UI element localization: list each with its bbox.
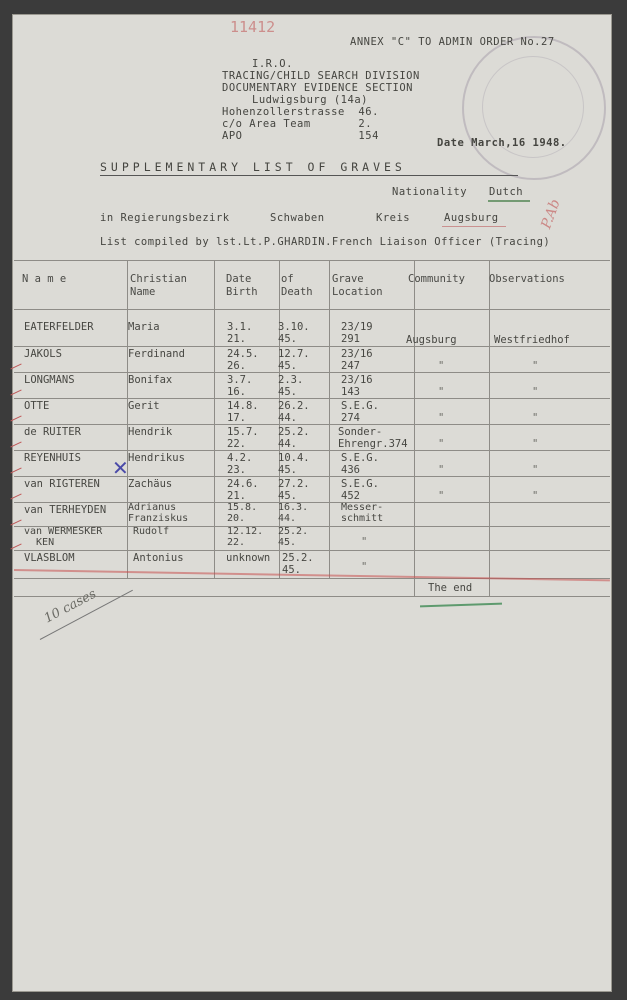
kreis-underline: [442, 226, 506, 227]
red-tick: [10, 364, 21, 370]
the-end-note: The end: [428, 582, 473, 594]
cell-name: REYENHUIS: [24, 452, 81, 464]
cell-grave: 23/16 247: [341, 348, 373, 372]
nationality-label: Nationality: [392, 186, 468, 198]
table-rule: [14, 596, 610, 597]
cell-christian-name: Gerit: [128, 400, 160, 412]
cell-birth: 14.8. 17.: [227, 400, 259, 424]
cell-name: van WERMESKER KEN: [24, 526, 103, 548]
cell-birth: 12.12. 22.: [227, 526, 264, 548]
cell-community: ": [438, 490, 445, 502]
red-tick: [10, 468, 21, 474]
red-tick: [10, 390, 21, 396]
cell-grave: S.E.G. 274: [341, 400, 379, 424]
cell-death: 16.3. 44.: [278, 502, 309, 524]
header-line-7: APO 154: [222, 130, 379, 142]
cell-grave: Sonder- Ehrengr.374: [338, 426, 408, 450]
table-rule: [14, 346, 610, 347]
col-header-community: Community: [408, 273, 465, 285]
col-header-name: N a m e: [22, 273, 67, 285]
header-line-1: I.R.O.: [252, 58, 293, 70]
col-header-of-death: of Death: [281, 273, 313, 298]
cell-community: ": [438, 412, 445, 424]
title-underline: [100, 175, 518, 176]
cell-observations: Westfriedhof: [494, 334, 570, 346]
kreis-label: Kreis: [376, 212, 411, 224]
cell-name: van TERHEYDEN: [24, 504, 107, 516]
cell-christian-name: Maria: [128, 321, 160, 333]
cell-birth: 24.5. 26.: [227, 348, 259, 372]
cell-observations: ": [532, 412, 539, 424]
cell-christian-name: Bonifax: [128, 374, 173, 386]
cell-grave: S.E.G. 436: [341, 452, 379, 476]
cell-name: EATERFELDER: [24, 321, 94, 333]
table-rule: [14, 450, 610, 451]
cell-name: van RIGTEREN: [24, 478, 100, 490]
col-header-grave-location: Grave Location: [332, 273, 383, 298]
cell-death: 10.4. 45.: [278, 452, 310, 476]
red-tick: [10, 520, 21, 526]
table-rule: [14, 398, 610, 399]
col-header-christian-name: Christian Name: [130, 273, 187, 298]
cell-grave: ": [361, 561, 368, 573]
cell-birth: 15.8. 20.: [227, 502, 258, 524]
cell-grave: Messer- schmitt: [341, 502, 384, 524]
cell-community: Augsburg: [406, 334, 457, 346]
margin-red-note: P.Ab: [538, 197, 564, 231]
table-column-rule: [214, 260, 215, 578]
table-column-rule: [414, 260, 415, 596]
kreis-value: Augsburg: [444, 212, 499, 224]
table-rule: [14, 309, 610, 310]
nationality-underline: [488, 200, 530, 202]
cell-observations: ": [532, 386, 539, 398]
table-column-rule: [127, 260, 128, 578]
cell-birth: 24.6. 21.: [227, 478, 259, 502]
cell-christian-name: Antonius: [133, 552, 184, 564]
pencil-note: 10 cases: [41, 586, 99, 627]
table-rule: [14, 424, 610, 425]
annex-reference: ANNEX "C" TO ADMIN ORDER No.27: [350, 36, 555, 48]
compiled-by: List compiled by lst.Lt.P.GHARDIN.French Liaison Officer (Tracing): [100, 236, 551, 248]
cell-grave: 23/16 143: [341, 374, 373, 398]
cell-name: VLASBLOM: [24, 552, 75, 564]
cell-christian-name: Zachäus: [128, 478, 173, 490]
red-tick: [10, 416, 21, 422]
cell-observations: ": [532, 360, 539, 372]
document-title: SUPPLEMENTARY LIST OF GRAVES: [100, 160, 406, 174]
region-label: in Regierungsbezirk: [100, 212, 230, 224]
cell-grave: ": [361, 536, 368, 548]
cell-grave: 23/19 291: [341, 321, 373, 345]
header-line-3: DOCUMENTARY EVIDENCE SECTION: [222, 82, 414, 94]
table-column-rule: [329, 260, 330, 578]
cell-christian-name: Adrianus Franziskus: [128, 502, 189, 524]
green-underline: [420, 603, 502, 608]
cell-death: 26.2. 44.: [278, 400, 310, 424]
cell-death: 25.2. 45.: [278, 526, 309, 548]
red-tick: [10, 494, 21, 500]
table-rule: [14, 260, 610, 261]
cell-birth: 3.1. 21.: [227, 321, 253, 345]
col-header-observations: Observations: [489, 273, 565, 285]
table-rule: [14, 550, 610, 551]
blue-x-mark: ✕: [112, 456, 129, 480]
nationality-value: Dutch: [489, 186, 524, 198]
cell-christian-name: Hendrikus: [128, 452, 185, 464]
header-line-4: Ludwigsburg (14a): [252, 94, 368, 106]
header-line-2: TRACING/CHILD SEARCH DIVISION: [222, 70, 420, 82]
col-header-date-birth: Date Birth: [226, 273, 258, 298]
cell-death: 12.7. 45.: [278, 348, 310, 372]
cell-death: 27.2. 45.: [278, 478, 310, 502]
top-red-note: 11412: [230, 18, 276, 36]
cell-death: 2.3. 45.: [278, 374, 304, 398]
table-rule: [14, 502, 610, 503]
cell-birth: 15.7. 22.: [227, 426, 259, 450]
cell-name: de RUITER: [24, 426, 81, 438]
cell-observations: ": [532, 490, 539, 502]
document-sheet: [12, 14, 612, 992]
cell-death: 25.2. 44.: [278, 426, 310, 450]
cell-death: 3.10. 45.: [278, 321, 310, 345]
table-rule: [14, 476, 610, 477]
cell-birth: 4.2. 23.: [227, 452, 253, 476]
cell-christian-name: Rudolf: [133, 526, 170, 537]
cell-christian-name: Hendrik: [128, 426, 173, 438]
cell-death: 25.2. 45.: [282, 552, 314, 576]
region-value: Schwaben: [270, 212, 325, 224]
cell-name: OTTE: [24, 400, 50, 412]
cell-name: JAKOLS: [24, 348, 62, 360]
cell-name: LONGMANS: [24, 374, 75, 386]
table-column-rule: [489, 260, 490, 596]
table-rule: [14, 526, 610, 527]
cell-community: ": [438, 386, 445, 398]
header-line-5: Hohenzollerstrasse 46.: [222, 106, 379, 118]
header-line-6: c/o Area Team 2.: [222, 118, 373, 130]
cell-birth: unknown: [226, 552, 271, 564]
cell-birth: 3.7. 16.: [227, 374, 253, 398]
cell-community: ": [438, 464, 445, 476]
cell-grave: S.E.G. 452: [341, 478, 379, 502]
document-date: Date March,16 1948.: [437, 137, 567, 149]
cell-observations: ": [532, 438, 539, 450]
table-rule: [14, 372, 610, 373]
red-tick: [10, 442, 21, 448]
cell-community: ": [438, 360, 445, 372]
cell-christian-name: Ferdinand: [128, 348, 185, 360]
cell-community: ": [438, 438, 445, 450]
cell-observations: ": [532, 464, 539, 476]
red-tick: [10, 544, 21, 550]
